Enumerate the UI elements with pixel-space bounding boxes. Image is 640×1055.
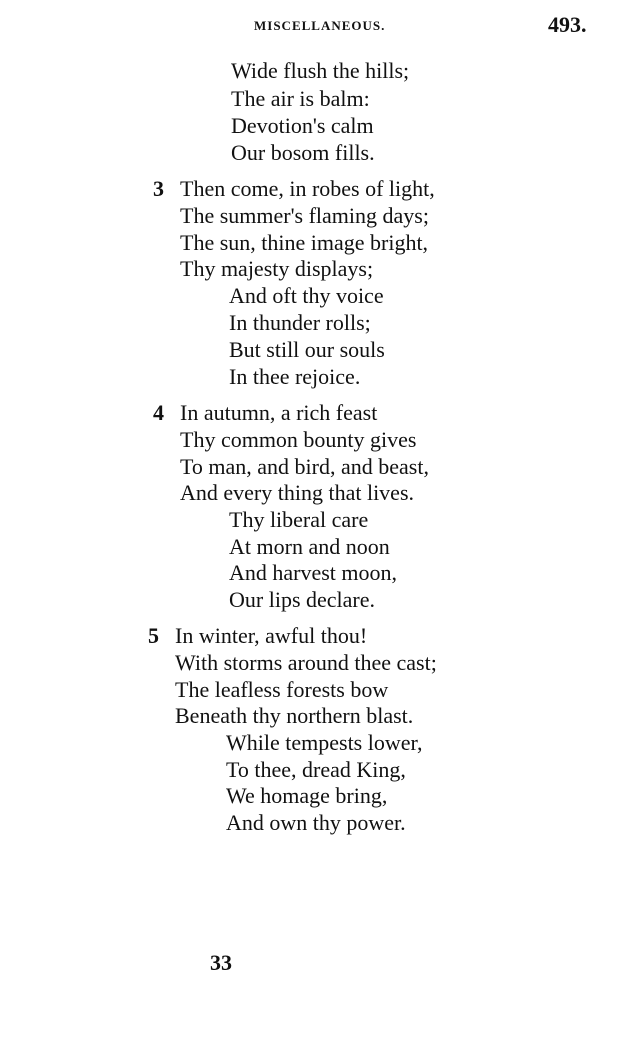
stanza4-line-2: Thy common bounty gives xyxy=(180,427,417,452)
stanza4-line-5: Thy liberal care xyxy=(229,507,369,532)
stanza4-line-4: And every thing that lives. xyxy=(180,480,415,505)
stanza-number-3: 3 xyxy=(153,176,164,201)
stanza5-line-6: To thee, dread King, xyxy=(226,757,406,782)
stanza2-line-4: Our bosom fills. xyxy=(231,140,375,165)
stanza5-line-2: With storms around thee cast; xyxy=(175,650,437,675)
stanza2-line-2: The air is balm: xyxy=(231,86,370,111)
stanza5-line-1: In winter, awful thou! xyxy=(175,623,368,648)
stanza3-line-8: In thee rejoice. xyxy=(229,364,361,389)
stanza5-line-4: Beneath thy northern blast. xyxy=(175,703,414,728)
stanza5-line-8: And own thy power. xyxy=(226,810,406,835)
stanza-number-5: 5 xyxy=(148,623,159,648)
stanza5-line-5: While tempests lower, xyxy=(226,730,423,755)
running-head: MISCELLANEOUS. xyxy=(254,18,386,33)
stanza3-line-6: In thunder rolls; xyxy=(229,310,371,335)
stanza3-line-3: The sun, thine image bright, xyxy=(180,230,429,255)
stanza4-line-8: Our lips declare. xyxy=(229,587,375,612)
page-number: 493. xyxy=(548,12,587,37)
stanza3-line-2: The summer's flaming days; xyxy=(180,203,429,228)
stanza4-line-3: To man, and bird, and beast, xyxy=(180,454,429,479)
signature-mark: 33 xyxy=(210,950,232,975)
stanza4-line-7: And harvest moon, xyxy=(229,560,398,585)
stanza-number-4: 4 xyxy=(153,400,164,425)
stanza3-line-4: Thy majesty displays; xyxy=(180,256,374,281)
stanza5-line-7: We homage bring, xyxy=(226,783,388,808)
stanza4-line-1: In autumn, a rich feast xyxy=(180,400,378,425)
stanza3-line-1: Then come, in robes of light, xyxy=(180,176,435,201)
stanza2-line-3: Devotion's calm xyxy=(231,113,374,138)
stanza3-line-5: And oft thy voice xyxy=(229,283,384,308)
stanza3-line-7: But still our souls xyxy=(229,337,385,362)
stanza2-line-1: Wide flush the hills; xyxy=(231,58,410,83)
stanza5-line-3: The leafless forests bow xyxy=(175,677,389,702)
stanza4-line-6: At morn and noon xyxy=(229,534,390,559)
